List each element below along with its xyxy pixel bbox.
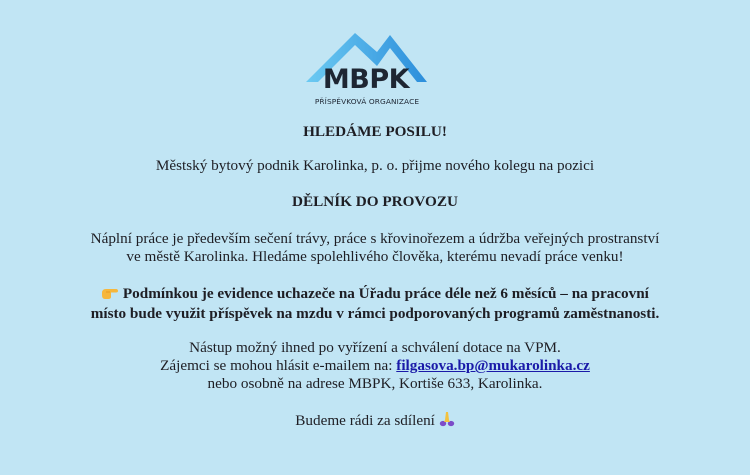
share-text: Budeme rádi za sdílení bbox=[295, 412, 435, 429]
condition-line-2: místo bude využit příspěvek na mzdu v rámci podporovaných programů zaměstnanosti. bbox=[90, 305, 660, 322]
praying-hands-icon bbox=[439, 411, 455, 432]
post-heading: HLEDÁME POSILU! bbox=[303, 123, 447, 140]
logo-subtitle: PŘÍSPĚVKOVÁ ORGANIZACE bbox=[314, 97, 420, 106]
contact-prefix: Zájemci se mohou hlásit e-mailem na: bbox=[160, 357, 397, 374]
description-line-1: Náplní práce je především sečení trávy, práce s křovinořezem a údržba veřejných prostranství bbox=[90, 230, 660, 247]
logo-wordmark: MBPK bbox=[322, 64, 410, 95]
post-intro: Městský bytový podnik Karolinka, p. o. přijme nového kolegu na pozici bbox=[155, 157, 595, 174]
job-condition bbox=[0, 285, 750, 323]
address-line: nebo osobně na adrese MBPK, Kortiše 633, Karolinka. bbox=[207, 375, 543, 392]
share-line bbox=[0, 411, 750, 432]
condition-line-1: Podmínkou je evidence uchazeče na Úřadu práce déle než 6 měsíců – na pracovní bbox=[122, 285, 649, 302]
contact-info bbox=[0, 339, 750, 393]
email-line bbox=[0, 357, 750, 375]
description-line-2: ve městě Karolinka. Hledáme spolehlivého člověka, kterému nevadí práce venku! bbox=[126, 248, 624, 265]
pointing-hand-icon bbox=[101, 286, 119, 305]
start-info: Nástup možný ihned po vyřízení a schválení dotace na VPM. bbox=[189, 339, 561, 356]
position-title: DĚLNÍK DO PROVOZU bbox=[292, 193, 458, 210]
job-description bbox=[0, 230, 750, 266]
email-link[interactable]: filgasova.bp@mukarolinka.cz bbox=[396, 357, 590, 374]
